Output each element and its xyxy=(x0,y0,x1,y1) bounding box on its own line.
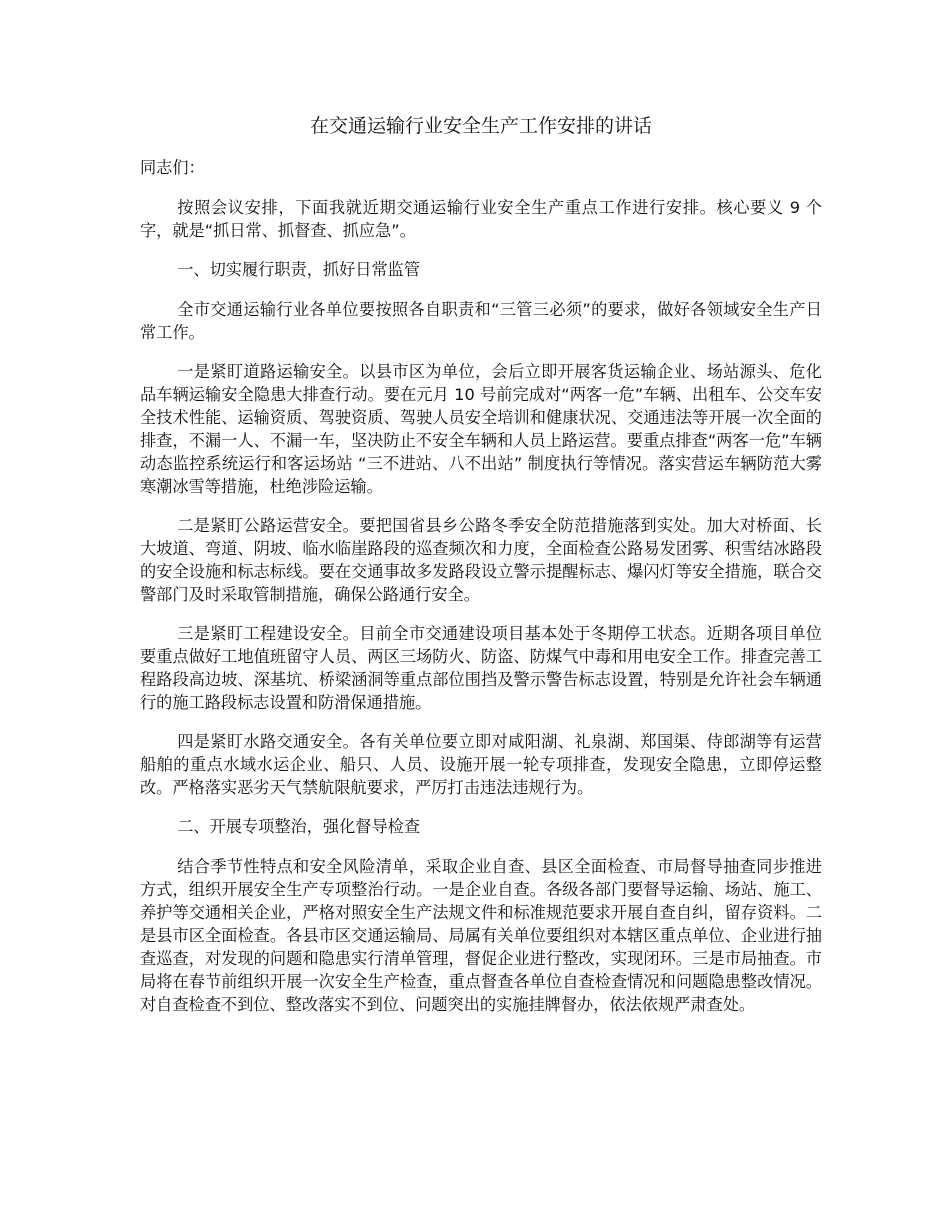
paragraph-intro: 按照会议安排，下面我就近期交通运输行业安全生产重点工作进行安排。核心要义 9 个字，就是“抓日常、抓督查、抓应急”。 xyxy=(140,198,822,240)
document-page xyxy=(140,112,822,1032)
section-heading-1: 一、切实履行职责，抓好日常监管 xyxy=(177,260,421,279)
paragraph-waterway: 四是紧盯水路交通安全。各有关单位要立即对咸阳湖、礼泉湖、郑国渠、侍郎湖等有运营船舶的重点水域水运企业、船只、人员、设施开展一轮专项排查，发现安全隐患，立即停运整改。严格落实恶劣天气禁航限航要求，严厉打击违法违规行为。 xyxy=(140,732,822,797)
section-heading-2: 二、开展专项整治，强化督导检查 xyxy=(177,817,421,836)
salutation: 同志们： xyxy=(140,158,205,177)
paragraph-road-transport: 一是紧盯道路运输安全。以县市区为单位，会后立即开展客货运输企业、场站源头、危化品车辆运输安全隐患大排查行动。要在元月 10 号前完成对“两客一危”车辆、出租车、公交车安全技术性能、运输资质、驾驶资质、驾驶人员安全培训和健康状况、交通违法等开展一次全面的排查，不漏一人、不漏一车，坚决防止不安全车辆和人员上路运营。要重点排查“两客一危”车辆动态监控系统运行和客运场站 “三不进站、八不出站” 制度执行等情况。落实营运车辆防范大雾寒潮冰雪等措施，杜绝涉险运输。 xyxy=(140,362,822,496)
paragraph-section-1-intro: 全市交通运输行业各单位要按照各自职责和“三管三必须”的要求，做好各领域安全生产日常工作。 xyxy=(140,300,822,342)
paragraph-highway-operation: 二是紧盯公路运营安全。要把国省县乡公路冬季安全防范措施落到实处。加大对桥面、长大坡道、弯道、阴坡、临水临崖路段的巡查频次和力度，全面检查公路易发团雾、积雪结冰路段的安全设施和标志标线。要在交通事故多发路段设立警示提醒标志、爆闪灯等安全措施，联合交警部门及时采取管制措施，确保公路通行安全。 xyxy=(140,516,822,604)
document-title: 在交通运输行业安全生产工作安排的讲话 xyxy=(309,115,652,137)
paragraph-construction: 三是紧盯工程建设安全。目前全市交通建设项目基本处于冬期停工状态。近期各项目单位要重点做好工地值班留守人员、两区三场防火、防盗、防煤气中毒和用电安全工作。排查完善工程路段高边坡、深基坑、桥梁涵洞等重点部位围挡及警示警告标志设置，特别是允许社会车辆通行的施工路段标志设置和防滑保通措施。 xyxy=(140,624,822,712)
paragraph-special-rectification: 结合季节性特点和安全风险清单，采取企业自查、县区全面检查、市局督导抽查同步推进方式，组织开展安全生产专项整治行动。一是企业自查。各级各部门要督导运输、场站、施工、养护等交通相关企业，严格对照安全生产法规文件和标准规范要求开展自查自纠，留存资料。二是县市区全面检查。各县市区交通运输局、局属有关单位要组织对本辖区重点单位、企业进行抽查巡查，对发现的问题和隐患实行清单管理，督促企业进行整改，实现闭环。三是市局抽查。市局将在春节前组织开展一次安全生产检查，重点督查各单位自查检查情况和问题隐患整改情况。对自查检查不到位、整改落实不到位、问题突出的实施挂牌督办，依法依规严肃查处。 xyxy=(140,857,822,1014)
